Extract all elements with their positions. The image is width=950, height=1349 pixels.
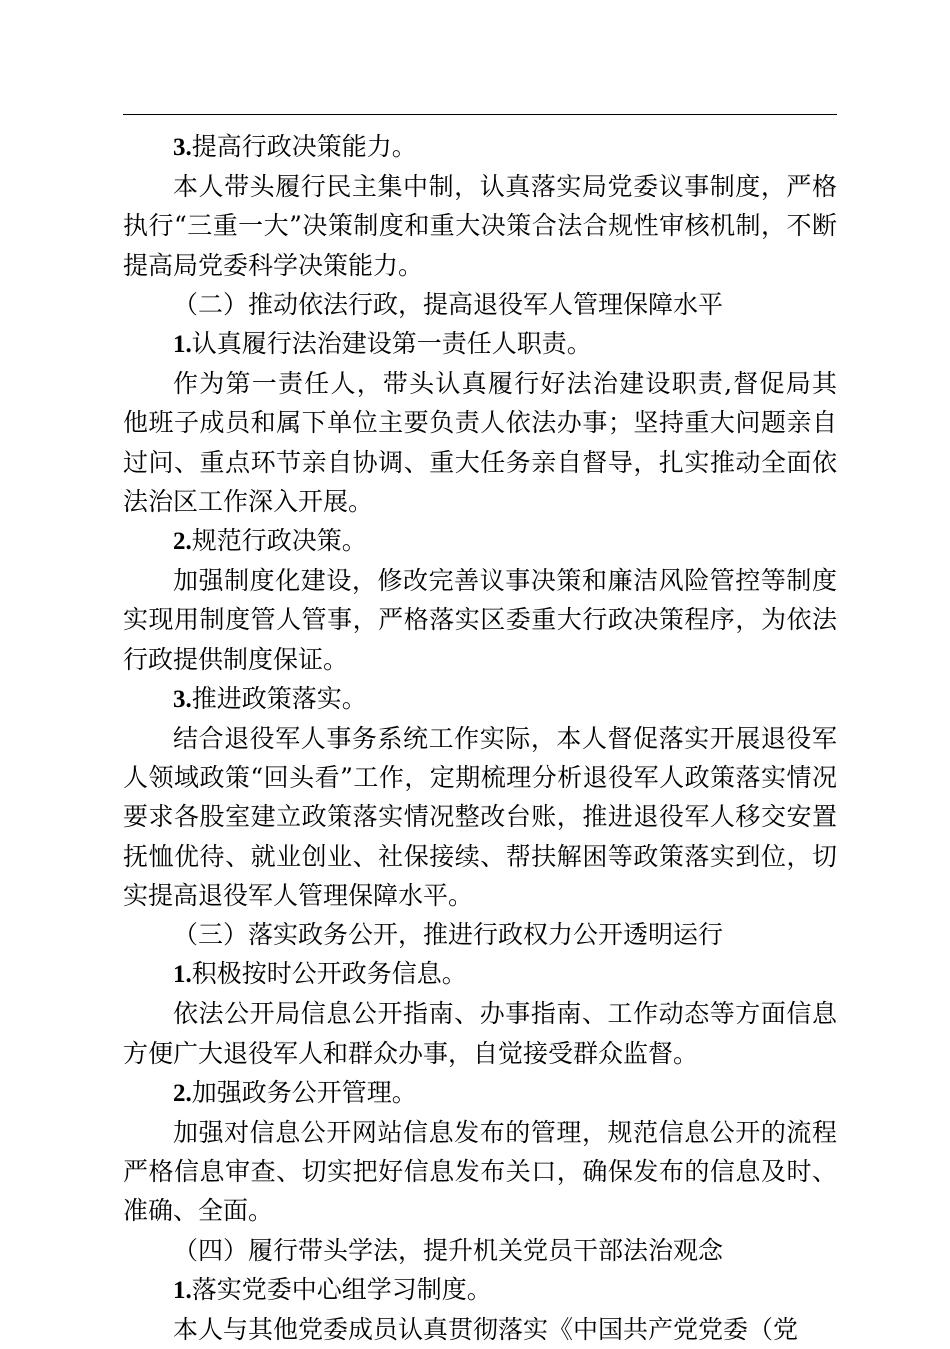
body-paragraph: [123, 1113, 837, 1231]
body-paragraph: [123, 719, 837, 915]
subheading-number: 1.: [173, 961, 192, 989]
body-paragraph: [123, 364, 837, 521]
subheading-text: 落实党委中心组学习制度。: [191, 1274, 492, 1304]
text-line: 严格信息审查、切实把好信息发布关口，确保发布的信息及时、: [123, 1157, 837, 1187]
subheading: [123, 127, 837, 167]
text-line: 实现用制度管人管事，严格落实区委重大行政决策程序，为依法: [123, 605, 837, 635]
text-line: 过问、重点环节亲自协调、重大任务亲自督导，扎实推动全面依: [123, 447, 837, 477]
text-line: 法治区工作深入开展。: [123, 486, 374, 516]
header-rule: [123, 114, 837, 115]
text-line: 加强对信息公开网站信息发布的管理，规范信息公开的流程: [173, 1118, 837, 1148]
subheading: [123, 324, 837, 364]
subheading-number: 1.: [173, 1276, 192, 1304]
document-body: [123, 127, 837, 1349]
subheading: [123, 1270, 837, 1310]
subheading-text: 提高行政决策能力。: [191, 132, 417, 161]
text-line: 人领域政策“回头看”工作，定期梳理分析退役军人政策落实情况: [123, 763, 837, 793]
subheading-number: 3.: [173, 134, 192, 161]
text-line: 本人带头履行民主集中制，认真落实局党委议事制度，严格: [173, 172, 837, 202]
text-line: 本人与其他党委成员认真贯彻落实《中国共产党党委（党: [173, 1315, 799, 1345]
text-line: 方便广大退役军人和群众办事，自觉接受群众监督。: [123, 1038, 699, 1068]
section-heading: （三）落实政务公开，推进行政权力公开透明运行: [173, 920, 724, 950]
text-line: 抚恤优待、就业创业、社保接续、帮扶解困等政策落实到位，切: [123, 841, 837, 871]
subheading-text: 推进政策落实。: [191, 683, 367, 713]
text-line: 他班子成员和属下单位主要负责人依法办事；坚持重大问题亲自: [123, 408, 837, 438]
body-paragraph: [123, 561, 837, 679]
section-heading: （二）推动依法行政，提高退役军人管理保障水平: [173, 289, 724, 319]
text-line: 加强制度化建设，修改完善议事决策和廉洁风险管控等制度: [173, 566, 837, 596]
body-paragraph: [123, 994, 837, 1072]
subheading-number: 3.: [173, 685, 192, 713]
subheading-text: 积极按时公开政务信息。: [191, 959, 467, 989]
subheading: [123, 679, 837, 719]
subheading: [123, 1073, 837, 1113]
text-line: 行政提供制度保证。: [123, 644, 349, 674]
text-line: 准确、全面。: [123, 1196, 274, 1226]
text-line: 依法公开局信息公开指南、办事指南、工作动态等方面信息: [173, 999, 837, 1029]
text-line: 要求各股室建立政策落实情况整改台账，推进退役军人移交安置: [123, 802, 837, 832]
text-line: 作为第一责任人，带头认真履行好法治建设职责,督促局其: [173, 369, 837, 399]
subheading-number: 2.: [173, 528, 192, 556]
body-paragraph: [123, 1310, 837, 1349]
text-line: 实提高退役军人管理保障水平。: [123, 880, 474, 910]
subheading-number: 2.: [173, 1079, 192, 1107]
subheading-text: 认真履行法治建设第一责任人职责。: [191, 329, 592, 359]
section-heading: （四）履行带头学法，提升机关党员干部法治观念: [173, 1235, 724, 1265]
subheading-number: 1.: [173, 331, 192, 359]
text-line: 结合退役军人事务系统工作实际，本人督促落实开展退役军: [173, 724, 837, 754]
subheading-text: 加强政务公开管理。: [191, 1077, 417, 1107]
body-paragraph: [123, 167, 837, 285]
text-line: 执行“三重一大”决策制度和重大决策合法合规性审核机制，不断: [123, 211, 837, 241]
subheading: [123, 521, 837, 561]
text-line: 提高局党委科学决策能力。: [123, 250, 424, 280]
subheading: [123, 954, 837, 994]
subheading-text: 规范行政决策。: [191, 526, 367, 556]
